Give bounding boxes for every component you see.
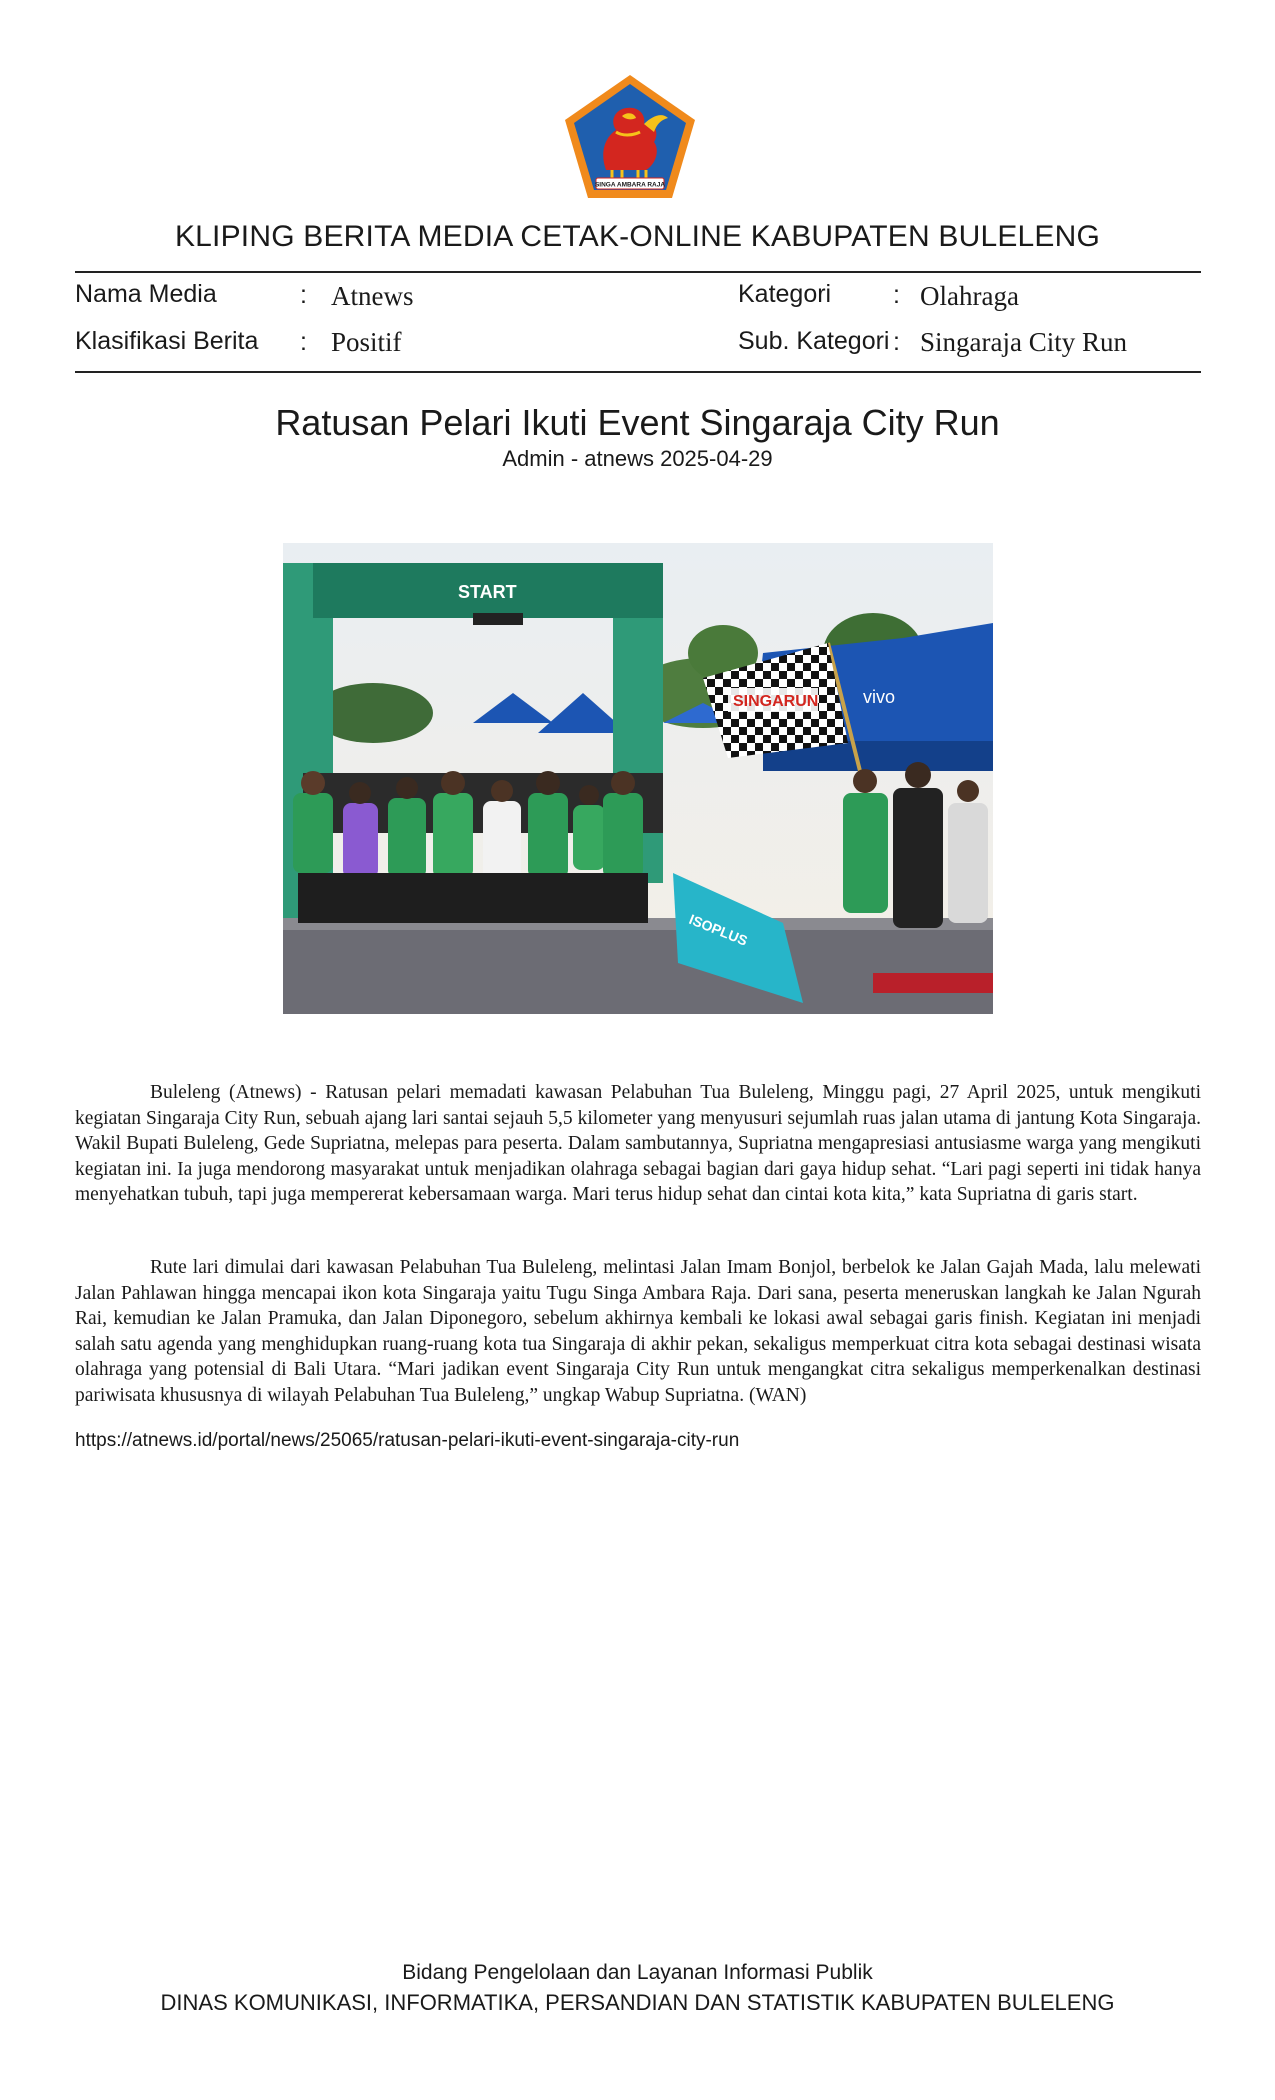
classification-label: Klasifikasi Berita — [75, 327, 259, 355]
kabupaten-buleleng-logo — [560, 72, 700, 202]
header-divider-top — [75, 271, 1201, 273]
banner-text: ISOPLUS — [686, 910, 750, 949]
article-paragraph-1 — [75, 1080, 1201, 1208]
header-divider-bottom — [75, 371, 1201, 373]
article-byline: Admin - atnews 2025-04-29 — [502, 446, 773, 471]
media-label: Nama Media — [75, 280, 217, 308]
subcategory-value: Singaraja City Run — [920, 327, 1127, 357]
article-paragraph-2-text: Rute lari dimulai dari kawasan Pelabuhan Tua Buleleng, melintasi Jalan Imam Bonjol, berbelok ke Jalan Gajah Mada, lalu melewati Jalan Pahlawan hingga mencapai ikon kota Singaraja yaitu Tugu Singa Ambara Raja. Dari sana, peserta meneruskan langkah ke Jalan Ngurah Rai, kemudian ke Jalan Pramuka, dan Jalan Diponegoro, sebelum akhirnya kembali ke lokasi awal sebagai garis finish. Kegiatan ini menjadi salah satu agenda yang menghidupkan ruang-ruang kota tua Singaraja di akhir pekan, sekaligus memperkuat citra kota sebagai destinasi wisata olahraga yang potensial di Bali Utara. “Mari jadikan event Singaraja City Run untuk mengangkat citra sekaligus memperkenalkan destinasi pariwisata khususnya di wilayah Pelabuhan Tua Buleleng,” ungkap Wabup Supriatna. (WAN) — [75, 1257, 1201, 1406]
subcategory-label: Sub. Kategori — [738, 327, 890, 355]
page-title: KLIPING BERITA MEDIA CETAK-ONLINE KABUPATEN BULELENG — [174, 220, 1101, 253]
classification-value: Positif — [331, 327, 402, 357]
source-url: https://atnews.id/portal/news/25065/ratusan-pelari-ikuti-event-singaraja-city-run — [75, 1430, 740, 1451]
category-colon: : — [893, 281, 900, 309]
logo-motto: SINGA AMBARA RAJA — [594, 181, 666, 189]
article-title: Ratusan Pelari Ikuti Event Singaraja City Run — [275, 402, 1000, 443]
media-colon: : — [300, 281, 307, 309]
article-paragraph-1-text: Buleleng (Atnews) - Ratusan pelari memadati kawasan Pelabuhan Tua Buleleng, Minggu pagi, 27 April 2025, untuk mengikuti kegiatan Singaraja City Run, sebuah ajang lari santai sejauh 5,5 kilometer yang menyusuri sejumlah ruas jalan utama di jantung Kota Singaraja. Wakil Bupati Buleleng, Gede Supriatna, melepas para peserta. Dalam sambutannya, Supriatna mengapresiasi antusiasme warga yang mengikuti kegiatan ini. Ia juga mendorong masyarakat untuk menjadikan olahraga sebagai bagian dari gaya hidup sehat. “Lari pagi seperti ini tidak hanya menyehatkan tubuh, tapi juga mempererat kebersamaan warga. Mari terus hidup sehat dan cintai kota kita,” kata Supriatna di garis start. — [75, 1082, 1201, 1206]
category-value: Olahraga — [920, 281, 1019, 311]
subcategory-colon: : — [893, 328, 900, 356]
footer-agency: DINAS KOMUNIKASI, INFORMATIKA, PERSANDIAN DAN STATISTIK KABUPATEN BULELENG — [160, 1990, 1115, 2015]
flag-text: SINGARUN — [733, 693, 819, 710]
tent-brand-text: vivo — [863, 687, 896, 707]
start-gate-text: START — [458, 582, 517, 602]
category-label: Kategori — [738, 280, 832, 308]
footer-department: Bidang Pengelolaan dan Layanan Informasi Publik — [402, 1961, 873, 1984]
classification-colon: : — [300, 328, 307, 356]
media-value: Atnews — [331, 281, 414, 311]
article-photo — [283, 543, 993, 1014]
article-paragraph-2 — [75, 1255, 1201, 1409]
